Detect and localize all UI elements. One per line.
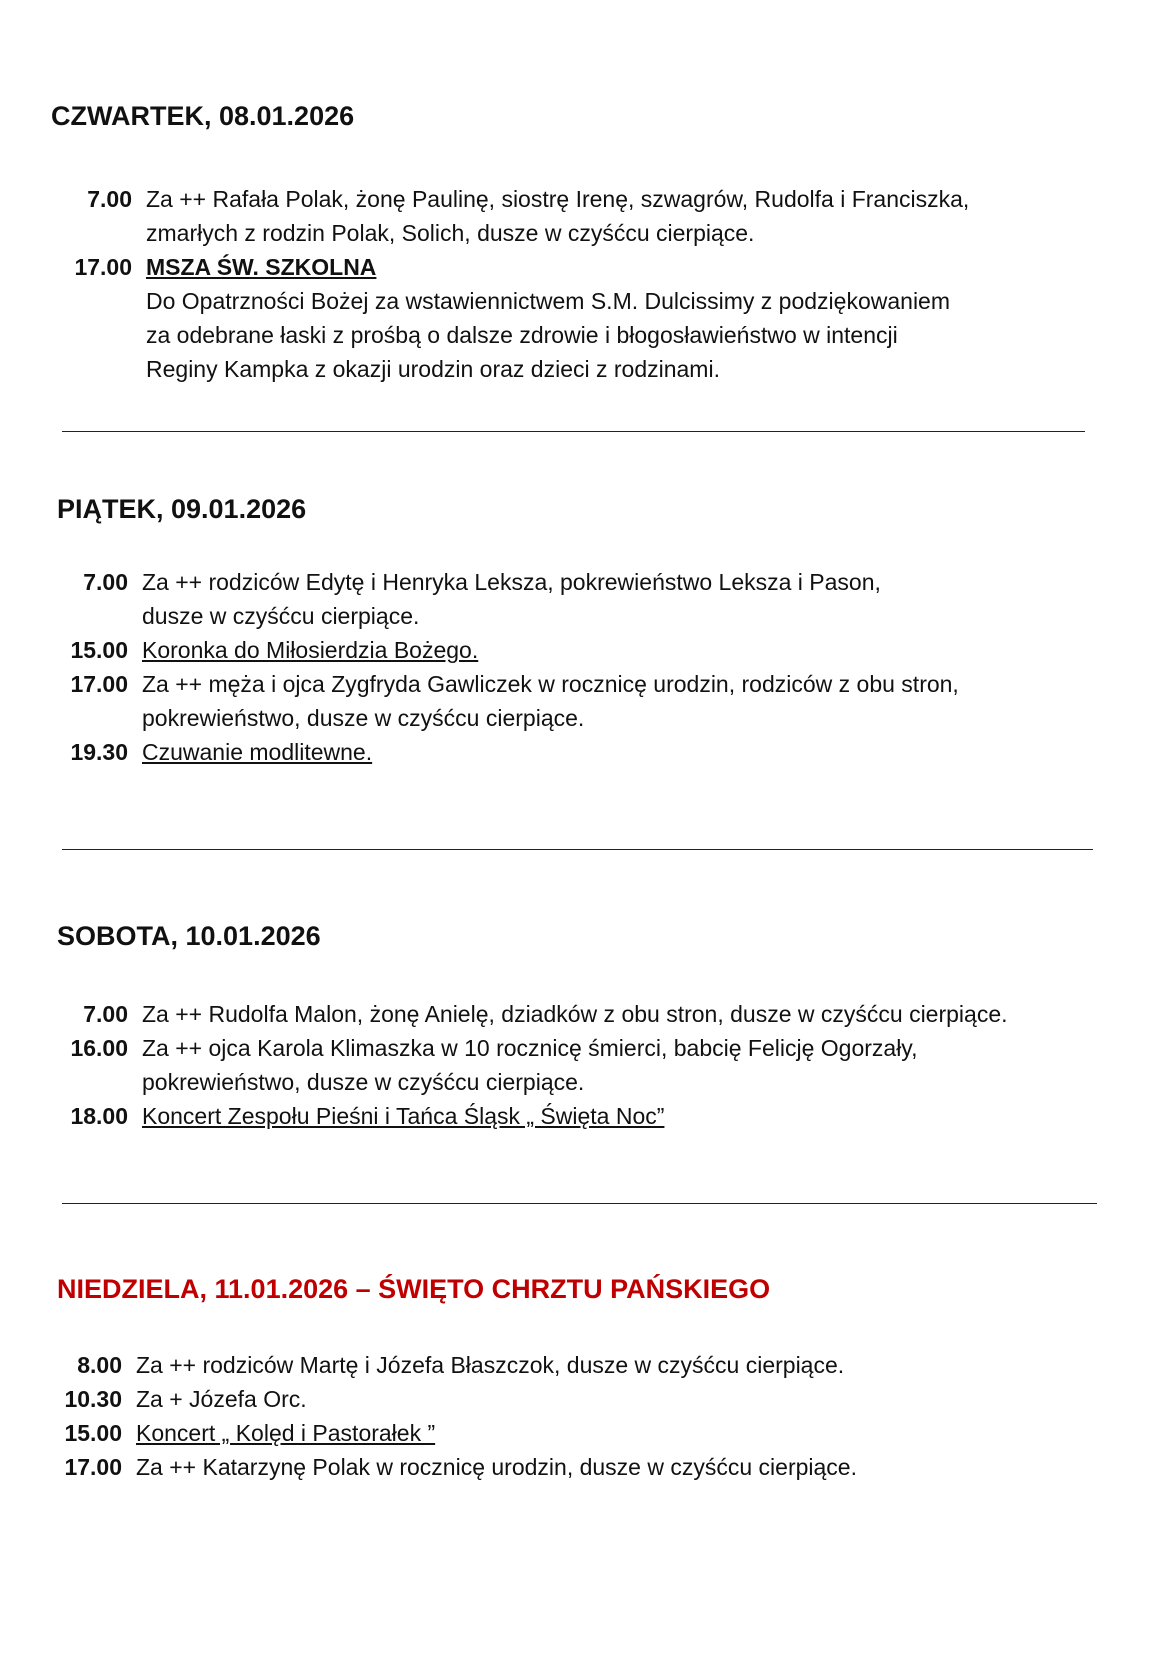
mass-time: 7.00 — [87, 186, 132, 212]
mass-entry — [56, 1099, 1156, 1133]
mass-intention — [142, 997, 1156, 1031]
intention-line: dusze w czyśćcu cierpiące. — [142, 603, 420, 629]
intention-line: Czuwanie modlitewne. — [142, 739, 373, 765]
intention-line: zmarłych z rodzin Polak, Solich, dusze w czyśćcu cierpiące. — [146, 220, 755, 246]
mass-entry — [56, 735, 1056, 769]
mass-intention — [136, 1416, 1050, 1450]
intention-line: Za ++ Rudolfa Malon, żonę Anielę, dziadków z obu stron, dusze w czyśćcu cierpiące. — [142, 1001, 1008, 1027]
entries-list — [56, 997, 1156, 1133]
mass-time: 17.00 — [70, 671, 128, 697]
intention-line: Koncert „ Kolęd i Pastorałek ” — [136, 1420, 436, 1446]
day-title: SOBOTA, 10.01.2026 — [57, 921, 321, 951]
mass-time: 19.30 — [70, 739, 128, 765]
mass-intention — [142, 1031, 1156, 1099]
intention-line: Koronka do Miłosierdzia Bożego. — [142, 637, 479, 663]
mass-time: 17.00 — [74, 254, 132, 280]
intention-line: Za ++ rodziców Martę i Józefa Błaszczok, dusze w czyśćcu cierpiące. — [136, 1352, 845, 1378]
mass-intention — [146, 182, 1060, 250]
section-divider — [62, 1203, 1097, 1204]
mass-time: 18.00 — [70, 1103, 128, 1129]
intention-line: Do Opatrzności Bożej za wstawiennictwem S.M. Dulcissimy z podziękowaniem — [146, 288, 951, 314]
mass-heading: MSZA ŚW. SZKOLNA — [146, 254, 377, 280]
mass-intention — [136, 1450, 1050, 1484]
mass-time: 17.00 — [64, 1454, 122, 1480]
mass-intention — [136, 1382, 1050, 1416]
entries-list — [50, 1348, 1050, 1484]
mass-time: 8.00 — [77, 1352, 122, 1378]
day-title: NIEDZIELA, 11.01.2026 – ŚWIĘTO CHRZTU PAŃSKIEGO — [57, 1274, 771, 1304]
mass-intention — [142, 1099, 1156, 1133]
mass-entry — [56, 667, 1056, 735]
section-divider — [62, 849, 1093, 850]
entries-list — [56, 565, 1056, 769]
mass-time: 7.00 — [83, 1001, 128, 1027]
mass-entry — [50, 1450, 1050, 1484]
mass-entry — [60, 250, 1060, 386]
day-title: PIĄTEK, 09.01.2026 — [57, 494, 307, 524]
mass-time: 7.00 — [83, 569, 128, 595]
mass-intention — [146, 250, 1060, 386]
intention-line: Reginy Kampka z okazji urodzin oraz dzieci z rodzinami. — [146, 356, 720, 382]
mass-intention — [142, 633, 1056, 667]
mass-time: 15.00 — [64, 1420, 122, 1446]
mass-entry — [56, 997, 1156, 1031]
mass-time: 16.00 — [70, 1035, 128, 1061]
intention-line: za odebrane łaski z prośbą o dalsze zdrowie i błogosławieństwo w intencji — [146, 322, 898, 348]
intention-line: pokrewieństwo, dusze w czyśćcu cierpiące. — [142, 705, 585, 731]
day-title: CZWARTEK, 08.01.2026 — [51, 101, 355, 131]
mass-time: 10.30 — [64, 1386, 122, 1412]
mass-entry — [60, 182, 1060, 250]
intention-line: Za + Józefa Orc. — [136, 1386, 307, 1412]
mass-entry — [56, 633, 1056, 667]
mass-intention — [142, 565, 1056, 633]
mass-entry — [50, 1348, 1050, 1382]
mass-entry — [56, 1031, 1156, 1099]
intention-line: Za ++ ojca Karola Klimaszka w 10 rocznicę śmierci, babcię Felicję Ogorzały, — [142, 1035, 918, 1061]
intention-line: pokrewieństwo, dusze w czyśćcu cierpiące. — [142, 1069, 585, 1095]
mass-intention — [142, 735, 1056, 769]
intention-line: Za ++ męża i ojca Zygfryda Gawliczek w rocznicę urodzin, rodziców z obu stron, — [142, 671, 959, 697]
intention-line: Za ++ rodziców Edytę i Henryka Leksza, pokrewieństwo Leksza i Pason, — [142, 569, 881, 595]
mass-time: 15.00 — [70, 637, 128, 663]
intention-line: Za ++ Katarzynę Polak w rocznicę urodzin, dusze w czyśćcu cierpiące. — [136, 1454, 857, 1480]
mass-intention — [142, 667, 1056, 735]
intention-line: Koncert Zespołu Pieśni i Tańca Śląsk „ Święta Noc” — [142, 1103, 665, 1129]
intention-line: Za ++ Rafała Polak, żonę Paulinę, siostrę Irenę, szwagrów, Rudolfa i Franciszka, — [146, 186, 970, 212]
section-divider — [62, 431, 1085, 432]
mass-entry — [50, 1416, 1050, 1450]
entries-list — [60, 182, 1060, 386]
mass-intention — [136, 1348, 1050, 1382]
mass-entry — [56, 565, 1056, 633]
mass-entry — [50, 1382, 1050, 1416]
